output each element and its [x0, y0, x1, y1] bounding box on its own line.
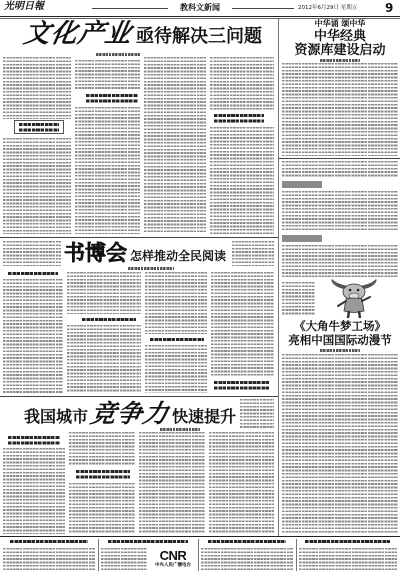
article-headline-line1: 中华经典 — [313, 29, 366, 44]
subheadline-block — [82, 318, 136, 321]
bottom-strip-divider — [198, 539, 199, 571]
body-text-block — [67, 325, 141, 393]
article-headline — [64, 243, 226, 264]
body-text-block — [139, 432, 205, 534]
byline-block — [128, 267, 174, 270]
body-text-block — [232, 241, 274, 266]
body-text-block — [145, 272, 207, 334]
section-title: 教科文新闻 — [180, 3, 220, 12]
body-text-block — [3, 241, 61, 266]
brief-headline-block — [108, 540, 188, 544]
article-divider — [0, 396, 278, 397]
right-column-divider-rule — [279, 158, 400, 159]
bottom-strip-divider — [98, 539, 99, 571]
byline-block — [320, 349, 360, 352]
article-headline-line1: 《大角牛梦工场》 — [294, 319, 386, 333]
headline-pre: 我国城市 — [24, 407, 89, 426]
subheadline-block — [86, 94, 138, 103]
headline-lead: 文化产业 — [21, 19, 135, 49]
headline-rest: 怎样推动全民阅读 — [130, 249, 227, 263]
subheadline-block — [8, 272, 58, 275]
header-ornament-rule-left — [92, 8, 168, 9]
body-text-block — [3, 138, 71, 234]
body-text-block — [282, 354, 398, 534]
article-kicker: 中华诵 颂中华 — [314, 19, 366, 28]
subheadline-block — [8, 436, 60, 445]
body-text-block — [210, 127, 274, 234]
body-text-block — [282, 282, 315, 316]
body-text-block — [67, 272, 141, 314]
body-text-block — [210, 57, 274, 111]
brief-headline-block — [305, 540, 390, 544]
byline-block — [160, 428, 200, 431]
header-bottom-rule — [0, 16, 400, 17]
body-text-block — [201, 548, 293, 570]
column-label-block — [282, 181, 322, 188]
body-text-block — [211, 272, 274, 376]
body-text-block — [282, 63, 398, 156]
page-number: 9 — [385, 1, 394, 15]
body-text-block — [3, 448, 65, 534]
body-text-block — [282, 245, 398, 277]
body-text-block — [209, 432, 274, 534]
body-text-block — [69, 483, 135, 534]
body-text-block — [3, 279, 63, 393]
body-text-block — [75, 60, 140, 90]
radio-station-logo-subtitle: 中央人民广播电台 — [155, 563, 191, 568]
headline-rest: 快速提升 — [172, 407, 237, 426]
bottom-strip-divider — [296, 539, 297, 571]
headline-lead: 书博会 — [64, 241, 127, 265]
masthead-logo: 光明日報 — [4, 1, 44, 12]
body-text-block — [282, 191, 398, 232]
headline-lead: 竞争力 — [88, 399, 172, 428]
right-column-divider — [278, 19, 279, 536]
article-headline — [24, 401, 236, 426]
issue-date: 2012年6月29日 星期五 — [298, 5, 358, 11]
body-text-block — [144, 57, 206, 234]
bull-cartoon-illustration — [320, 279, 390, 319]
column-label-block — [282, 235, 322, 242]
brief-headline-block — [10, 540, 88, 544]
article-headline-line2: 亮相中国国际动漫节 — [288, 333, 392, 347]
body-text-block — [101, 548, 147, 570]
body-text-block — [69, 432, 135, 466]
body-text-block — [145, 345, 207, 393]
article-headline-line2: 资源库建设启动 — [294, 43, 386, 58]
body-text-block — [299, 548, 397, 570]
radio-station-logo: CNR — [159, 548, 187, 563]
article-divider — [0, 237, 278, 238]
brief-headline-block — [208, 540, 286, 544]
body-text-block — [3, 548, 95, 570]
header-ornament-rule-right — [232, 8, 294, 9]
subheadline-block — [214, 114, 264, 123]
bottom-strip-top-rule — [0, 536, 400, 537]
byline-block — [320, 59, 360, 62]
article-headline — [21, 19, 263, 49]
body-text-block — [3, 57, 71, 119]
subheadline-block — [150, 338, 204, 341]
byline-block — [96, 53, 140, 56]
subheadline-block — [76, 470, 130, 479]
subheadline-block — [214, 381, 270, 390]
body-text-block — [282, 161, 398, 178]
body-text-block — [240, 399, 274, 429]
headline-rest: 亟待解决三问题 — [136, 26, 263, 47]
subheadline-block — [19, 123, 59, 132]
body-text-block — [75, 107, 140, 234]
